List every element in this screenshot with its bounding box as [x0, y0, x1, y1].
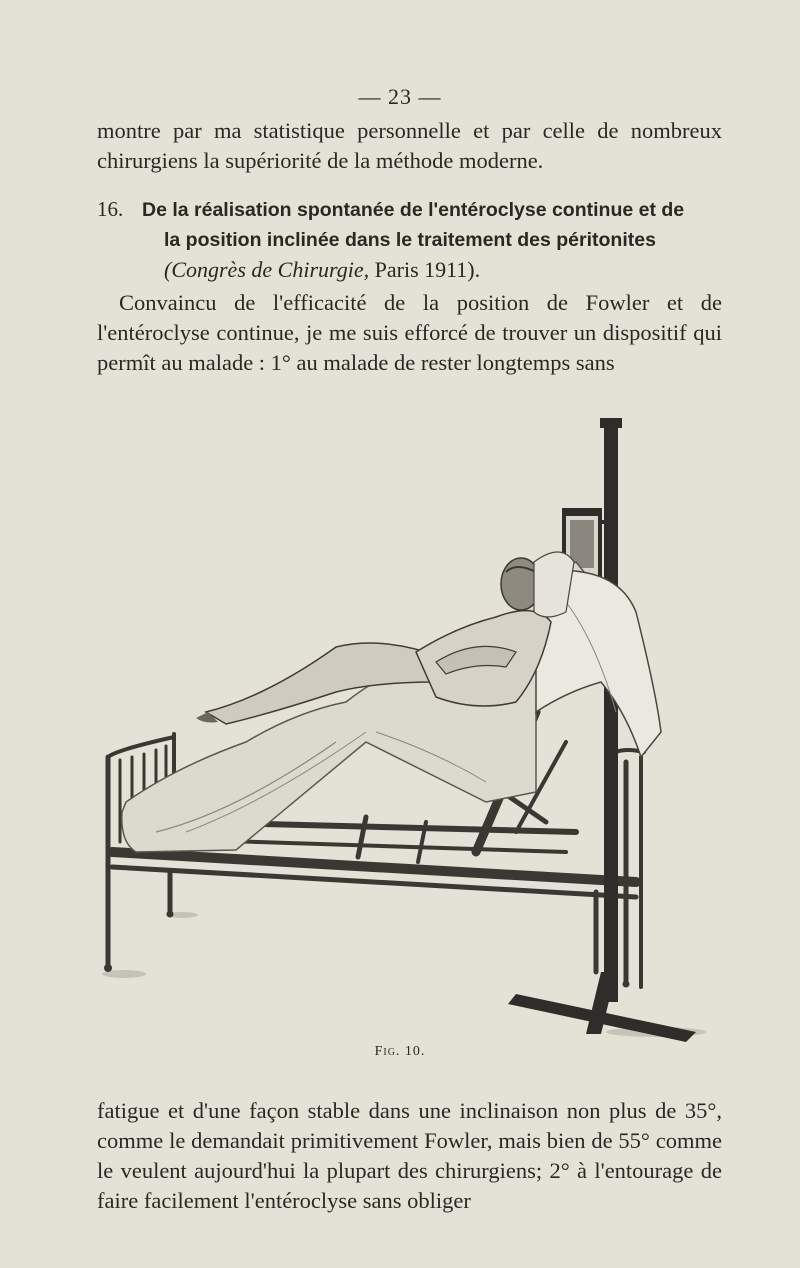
entry-source-rest: Paris 1911). [369, 257, 481, 282]
page-number: — 23 — [358, 84, 442, 109]
bed-castor-feet [104, 911, 630, 988]
figure-caption: Fig. 10. [374, 1044, 426, 1059]
entry-number: 16. [97, 197, 124, 221]
paragraph-3: fatigue et d'une façon stable dans une inclinaison non plus de 35°, comme le demandait primitivement Fowler, mais bien de 55° comme le veulent aujourd'hui la plupart des chirurgiens; 2° à l'entourage de faire facilement l'entéroclyse sans obliger [97, 1098, 722, 1213]
entry-source [164, 255, 722, 285]
entry-title-line-2: la position inclinée dans le traitement des péritonites [164, 229, 656, 251]
paragraph-1: montre par ma statistique personnelle et par celle de nombreux chirurgiens la supériorité de la méthode moderne. [97, 118, 722, 173]
bibliography-entry-16 [97, 194, 722, 285]
entry-source-italic: (Congrès de Chirurgie, [164, 257, 370, 282]
entry-title-line-1: De la réalisation spontanée de l'entéroclyse continue et de [142, 199, 685, 221]
figure-inclined-bed-illustration [96, 412, 708, 1052]
paragraph-2: Convaincu de l'efficacité de la position de Fowler et de l'entéroclyse continue, je me suis efforcé de trouver un dispositif qui permît au malade : 1° au malade de rester longtemps sans [97, 290, 722, 375]
entry-body [142, 194, 722, 285]
mattress-and-bedding [122, 562, 661, 852]
